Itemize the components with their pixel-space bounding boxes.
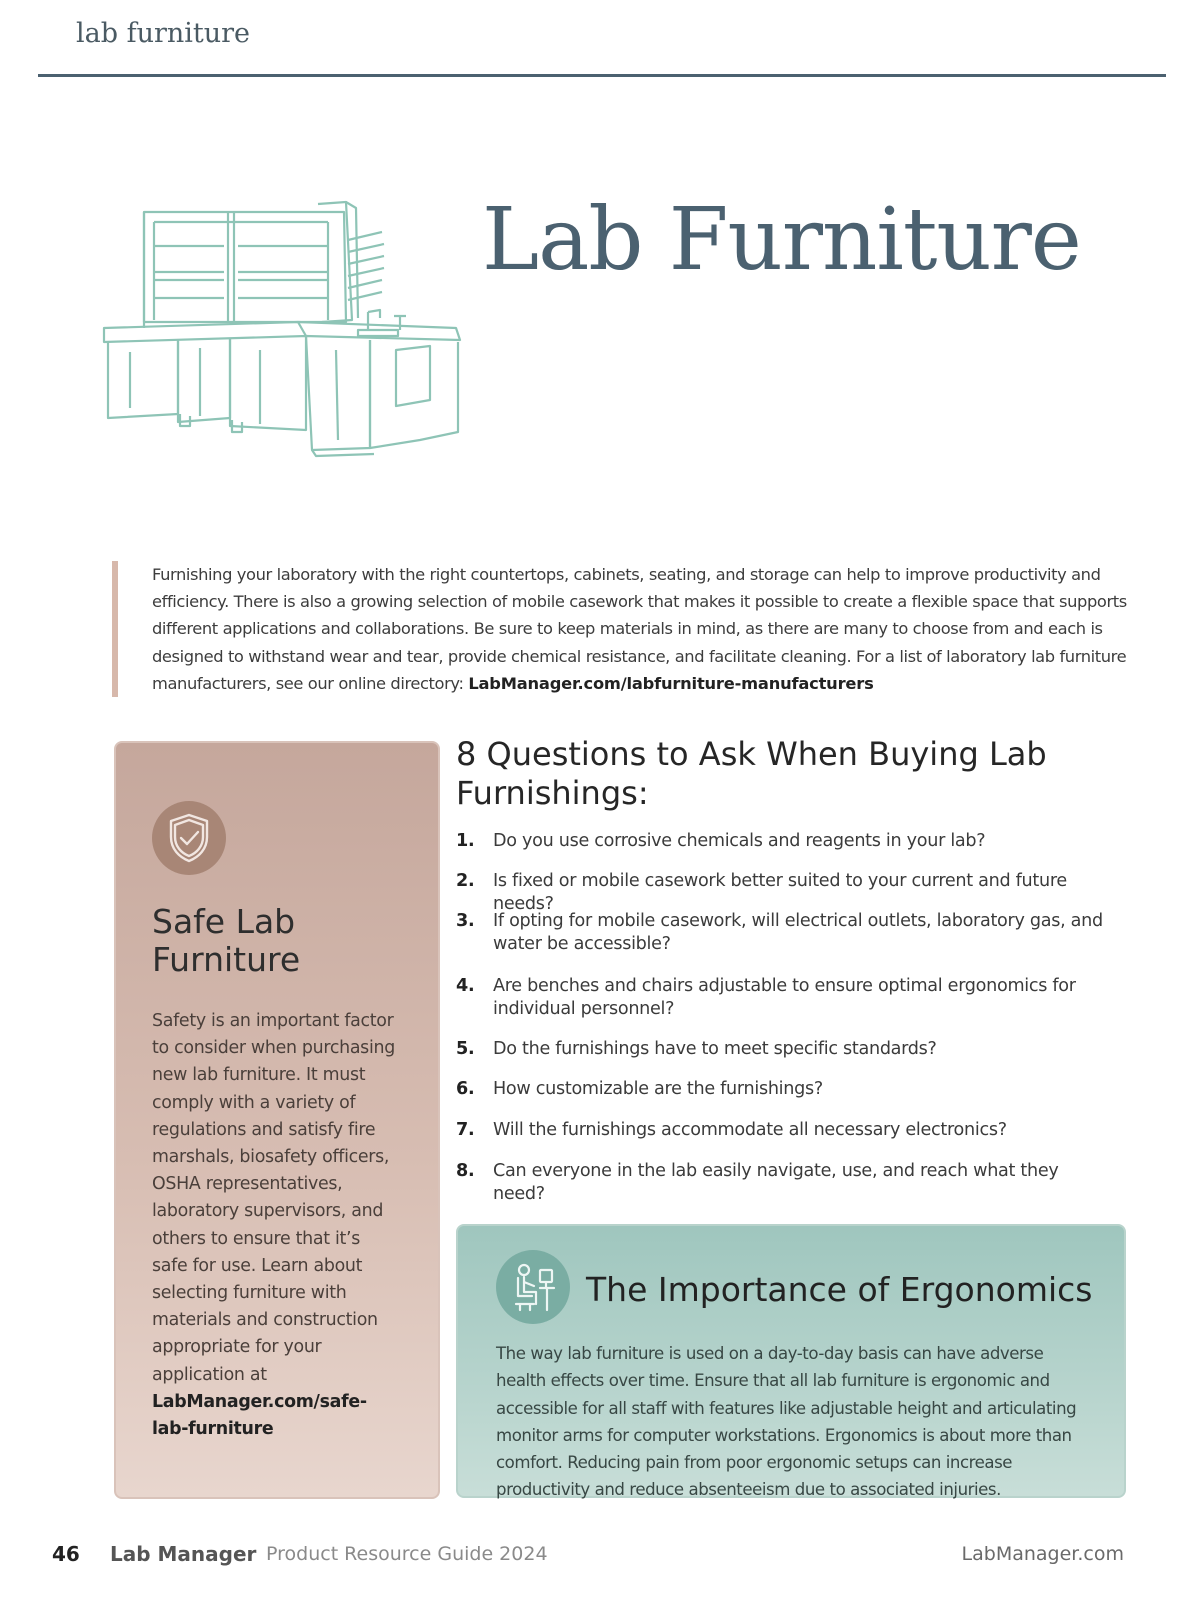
question-number: 5. [456,1039,475,1059]
question-number: 8. [456,1161,475,1181]
ergonomics-title: The Importance of Ergonomics [586,1270,1093,1309]
intro-text: Furnishing your laboratory with the right countertops, cabinets, seating, and storage can help to improve productivity and efficiency. There is also a growing selection of mobile casework that makes it possible to create a flexible space that supports different applications and collaborations. Be sure to keep materials in mind, as there are many to choose from and each is designed to withstand wear and tear, provide chemical resistance, and facilitate cleaning. For a list of laboratory lab furniture manufacturers, see our online directory: [152,565,1127,693]
question-item [456,830,1106,870]
footer-brand: Lab Manager [110,1542,257,1566]
footer-page-number: 46 [52,1542,80,1566]
questions-list [456,830,1106,1204]
question-number: 1. [456,831,475,851]
section-label: lab furniture [76,18,251,49]
shield-check-icon [152,801,226,875]
question-item [456,910,1106,975]
question-item [456,975,1106,1038]
safe-box-body [152,1008,397,1443]
questions-heading: 8 Questions to Ask When Buying Lab Furnishings: [456,735,1047,812]
question-text: Is fixed or mobile casework better suited to your current and future needs? [493,871,1067,914]
question-number: 7. [456,1120,475,1140]
question-text: Do you use corrosive chemicals and reagents in your lab? [493,831,986,851]
question-text: Do the furnishings have to meet specific standards? [493,1039,937,1059]
footer-site-link[interactable]: LabManager.com [961,1543,1124,1565]
question-number: 3. [456,911,475,931]
safe-box-text: Safety is an important factor to consider when purchasing new lab furniture. It must comply with a variety of regulations and satisfy fire marshals, biosafety officers, OSHA representatives, laboratory supervisors, and others to ensure that it’s safe for use. Learn about selecting furniture with materials and construction appropriate for your application at [152,1011,395,1385]
header-divider [38,74,1166,77]
footer-guide-title: Product Resource Guide 2024 [266,1543,548,1565]
question-item [456,1119,1106,1160]
safe-lab-furniture-box [114,741,440,1499]
question-text: If opting for mobile casework, will electrical outlets, laboratory gas, and water be accessible? [493,911,1103,954]
question-text: Can everyone in the lab easily navigate, use, and reach what they need? [493,1161,1059,1204]
question-text: Are benches and chairs adjustable to ensure optimal ergonomics for individual personnel? [493,976,1076,1019]
intro-directory-link[interactable]: LabManager.com/labfurniture-manufacturers [468,673,874,693]
safe-box-title: Safe Lab Furniture [152,902,301,979]
question-item [456,1078,1106,1119]
question-number: 4. [456,976,475,996]
safe-box-link[interactable]: LabManager.com/safe-lab-furniture [152,1391,367,1440]
question-item [456,870,1106,914]
lab-bench-illustration [100,200,480,480]
ergonomics-body: The way lab furniture is used on a day-to-day basis can have adverse health effects over time. Ensure that all lab furniture is ergonomic and accessible for all staff with features like adjustable height and articulating monitor arms for computer workstations. Ergonomics is about more than comfort. Reducing pain from poor ergonomic setups can increase productivity and reduce absenteeism due to associated injuries. [496,1344,1077,1500]
page-title: Lab Furniture [482,190,1081,290]
intro-paragraph [112,561,1172,697]
desk-worker-icon [496,1250,570,1324]
question-number: 2. [456,871,475,891]
ergonomics-box [456,1224,1126,1498]
question-number: 6. [456,1079,475,1099]
question-text: Will the furnishings accommodate all necessary electronics? [493,1120,1007,1140]
question-text: How customizable are the furnishings? [493,1079,823,1099]
question-item [456,1038,1106,1078]
question-item [456,1160,1106,1204]
